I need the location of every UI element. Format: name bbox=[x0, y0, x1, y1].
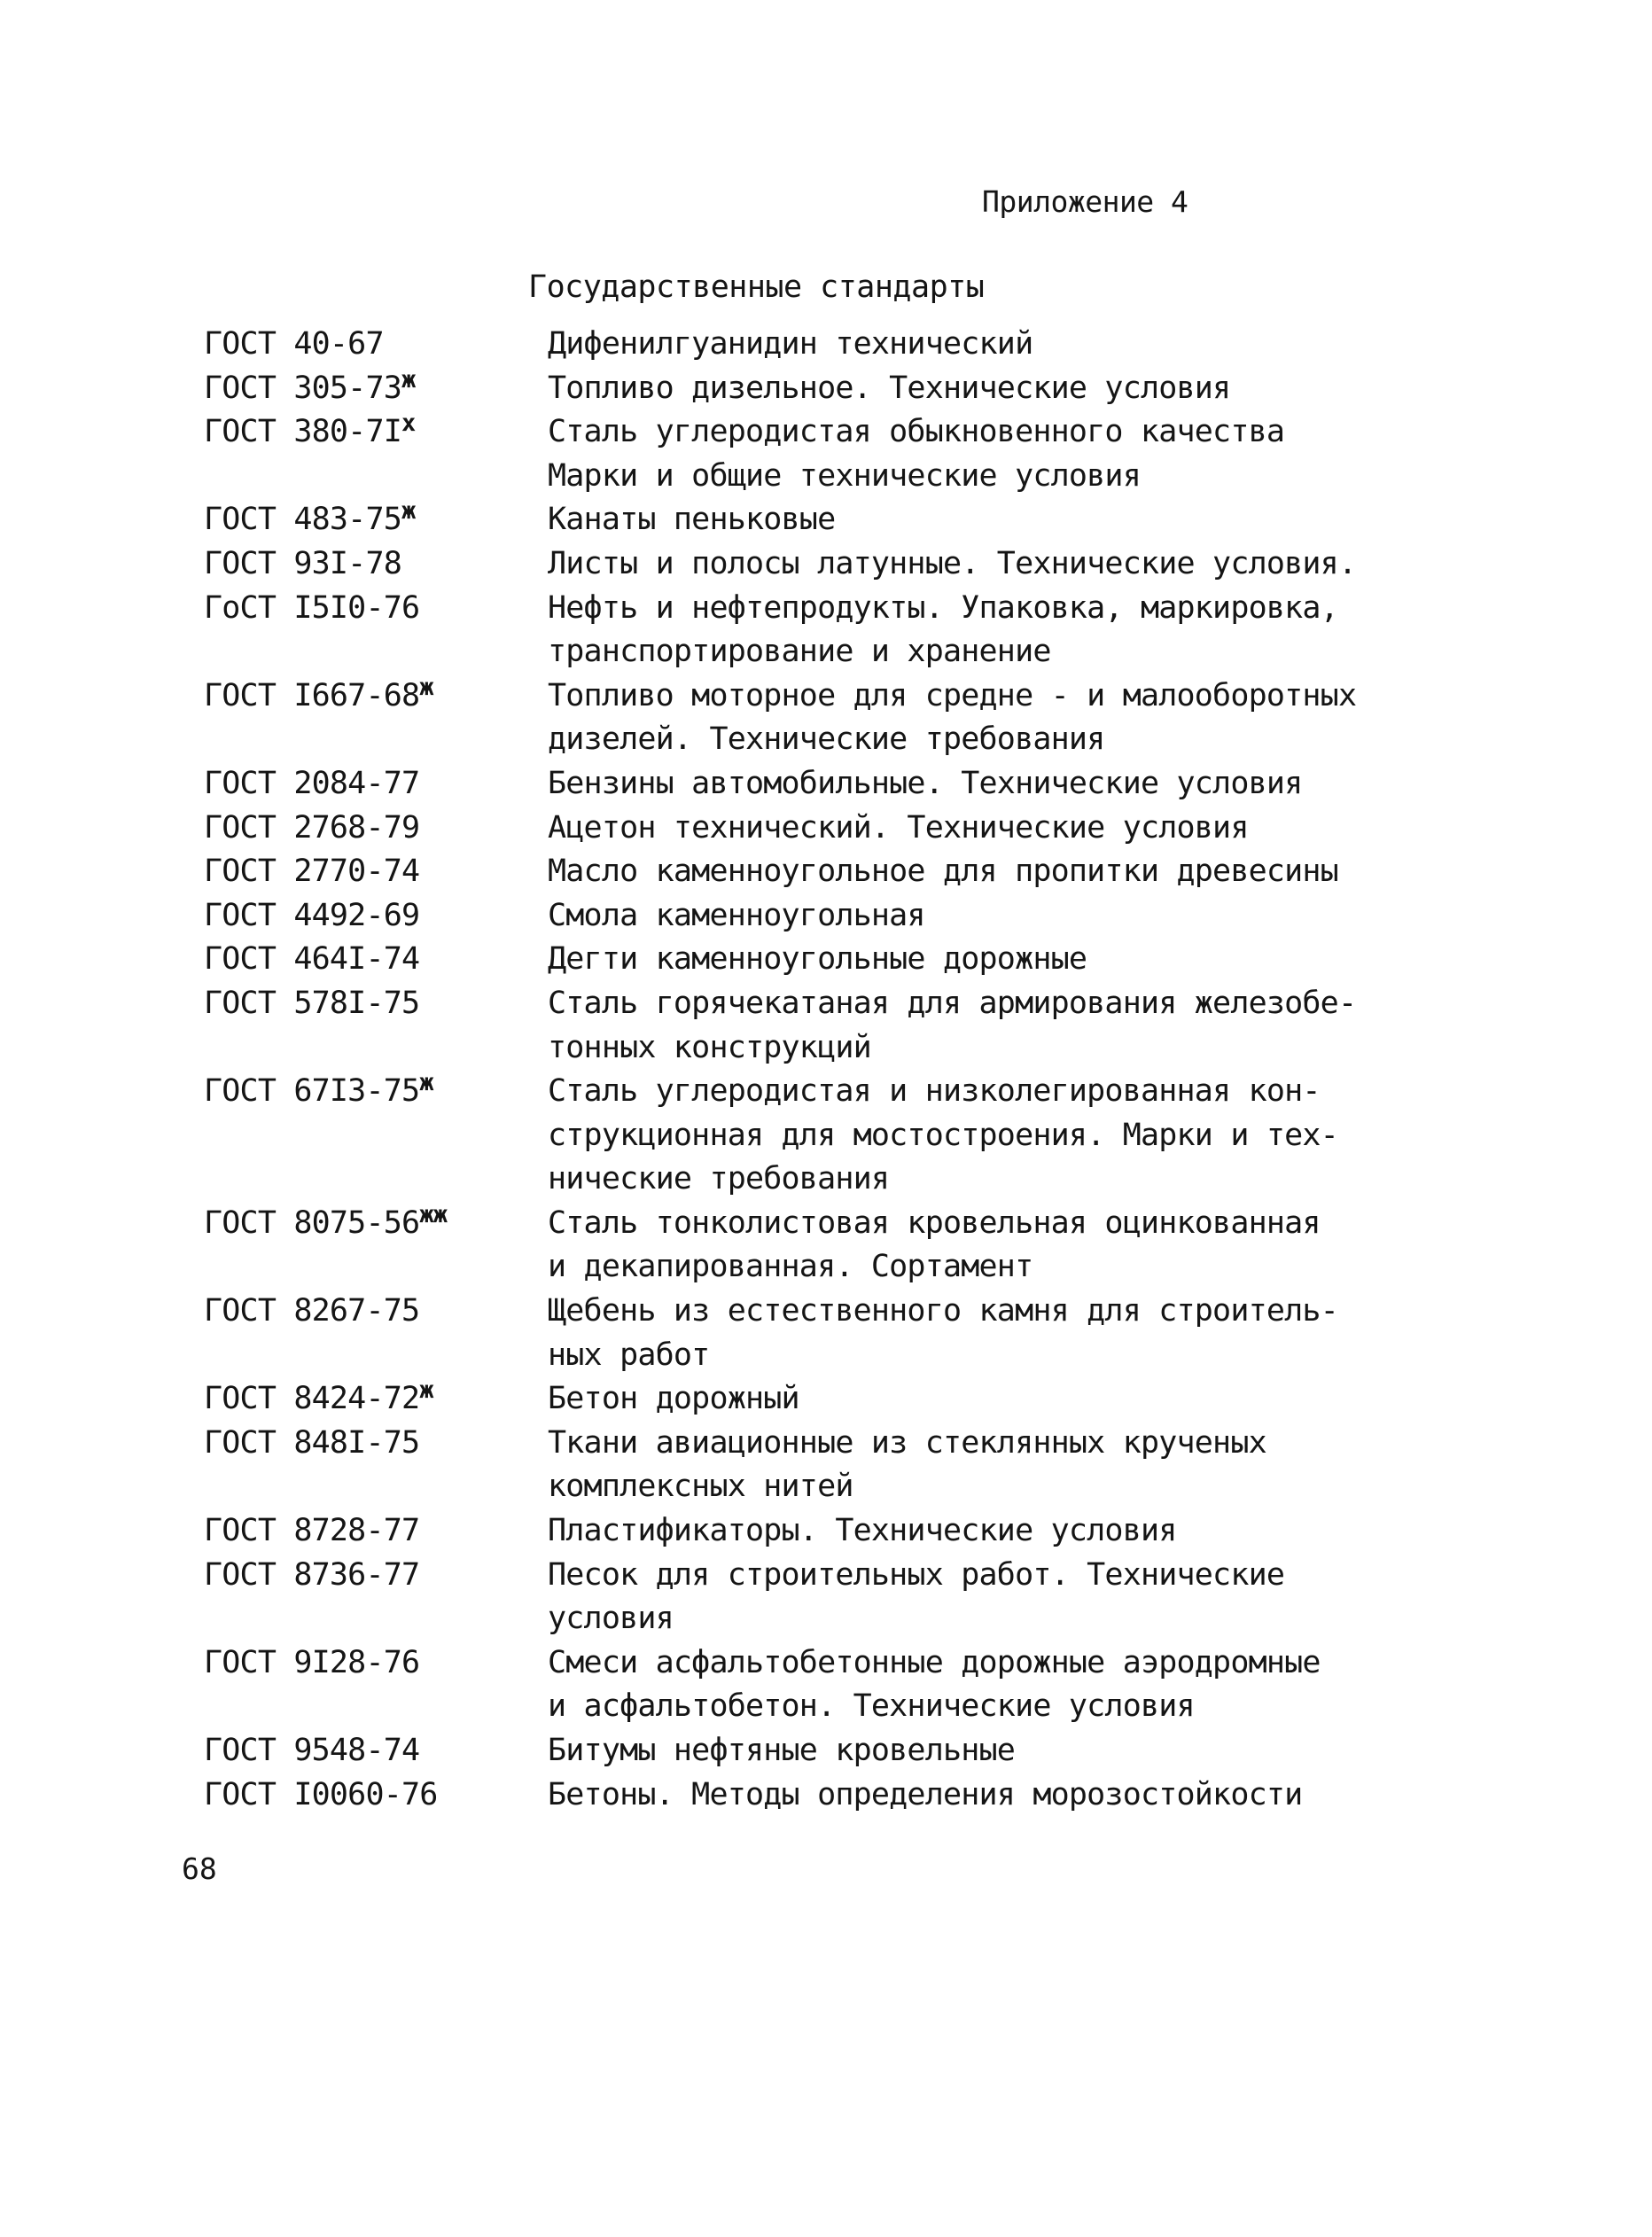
standard-title bbox=[548, 410, 1462, 498]
standard-row bbox=[204, 498, 1462, 542]
standard-row bbox=[204, 807, 1462, 851]
standard-row bbox=[204, 762, 1462, 807]
standard-code: ГОСТ 2770-74 bbox=[204, 853, 420, 890]
amendment-mark: х bbox=[401, 409, 416, 438]
amendment-mark: ж bbox=[401, 497, 416, 526]
standard-code-cell bbox=[204, 498, 548, 542]
standard-title bbox=[548, 587, 1462, 674]
standard-code: ГОСТ 380-7I bbox=[204, 414, 401, 450]
amendment-mark: ж bbox=[419, 1376, 433, 1405]
standard-code-cell bbox=[204, 1729, 548, 1773]
appendix-label: Приложение 4 bbox=[982, 184, 1188, 219]
standard-title-line: Битумы нефтяные кровельные bbox=[548, 1733, 1016, 1768]
standard-code: ГОСТ 67I3-75 bbox=[204, 1073, 420, 1110]
standard-code: ГОСТ 8267-75 bbox=[204, 1293, 420, 1329]
standard-title bbox=[548, 323, 1462, 367]
standard-title bbox=[548, 938, 1462, 982]
standard-row bbox=[204, 1070, 1462, 1202]
standard-row bbox=[204, 1422, 1462, 1509]
standard-code-cell bbox=[204, 1773, 548, 1818]
standard-title-line: Бензины автомобильные. Технические условия bbox=[548, 765, 1303, 801]
standard-code: ГОСТ 8736-77 bbox=[204, 1556, 420, 1593]
standard-title-line: нические требования bbox=[548, 1161, 890, 1197]
standard-code-cell bbox=[204, 1290, 548, 1334]
standard-code-cell bbox=[204, 1202, 548, 1246]
standard-title bbox=[548, 762, 1462, 807]
standard-code-cell bbox=[204, 587, 548, 631]
standard-code-cell bbox=[204, 1641, 548, 1686]
standard-code: ГОСТ 4492-69 bbox=[204, 897, 420, 933]
standard-row bbox=[204, 1729, 1462, 1773]
standard-title-line: Сталь углеродистая и низколегированная кон- bbox=[548, 1073, 1321, 1110]
standard-title-line: условия bbox=[548, 1601, 674, 1637]
standard-title bbox=[548, 542, 1462, 587]
standard-code: ГОСТ 9I28-76 bbox=[204, 1644, 420, 1680]
standard-title-line: Пластификаторы. Технические условия bbox=[548, 1513, 1177, 1549]
standard-row bbox=[204, 1554, 1462, 1641]
standard-code-cell bbox=[204, 367, 548, 411]
standard-title-line: Топливо дизельное. Технические условия bbox=[548, 370, 1231, 406]
standard-title bbox=[548, 498, 1462, 542]
standard-title-line: и асфальтобетон. Технические условия bbox=[548, 1688, 1195, 1725]
standard-row bbox=[204, 850, 1462, 894]
standard-code-cell bbox=[204, 762, 548, 807]
standard-code: ГоСТ I5I0-76 bbox=[204, 589, 420, 626]
standard-title-line: Ткани авиационные из стеклянных крученых bbox=[548, 1424, 1266, 1461]
standard-code: ГОСТ 578I-75 bbox=[204, 985, 420, 1021]
standard-code: ГОСТ 9548-74 bbox=[204, 1733, 420, 1768]
standard-title bbox=[548, 1290, 1462, 1377]
standard-title bbox=[548, 850, 1462, 894]
standard-code: ГОСТ 8075-56 bbox=[204, 1204, 420, 1241]
standard-title bbox=[548, 367, 1462, 411]
standard-title-line: Масло каменноугольное для пропитки древесины bbox=[548, 853, 1338, 890]
standard-title-line: и декапированная. Сортамент bbox=[548, 1249, 1033, 1285]
standard-title bbox=[548, 1070, 1462, 1202]
standard-title-line: Ацетон технический. Технические условия bbox=[548, 809, 1249, 846]
standard-code-cell bbox=[204, 850, 548, 894]
standard-code: ГОСТ 848I-75 bbox=[204, 1424, 420, 1461]
standard-title bbox=[548, 1377, 1462, 1422]
standard-title bbox=[548, 1641, 1462, 1729]
standard-title-line: Смеси асфальтобетонные дорожные аэродромные bbox=[548, 1644, 1321, 1680]
standard-title bbox=[548, 1202, 1462, 1290]
standard-code-cell bbox=[204, 982, 548, 1026]
amendment-mark: ж bbox=[419, 1069, 433, 1097]
standard-title-line: Марки и общие технические условия bbox=[548, 457, 1141, 494]
standard-title-line: Дифенилгуанидин технический bbox=[548, 326, 1033, 362]
standard-title-line: Бетоны. Методы определения морозостойкости bbox=[548, 1776, 1303, 1812]
standard-title-line: Нефть и нефтепродукты. Упаковка, маркировка, bbox=[548, 589, 1338, 626]
standard-code-cell bbox=[204, 1377, 548, 1422]
standard-code-cell bbox=[204, 807, 548, 851]
standard-row bbox=[204, 367, 1462, 411]
standard-title-line: Смола каменноугольная bbox=[548, 897, 925, 933]
standard-title-line: ных работ bbox=[548, 1337, 710, 1373]
standard-code-cell bbox=[204, 1554, 548, 1598]
standard-row bbox=[204, 1290, 1462, 1377]
standard-code: ГОСТ 93I-78 bbox=[204, 545, 401, 581]
standard-row bbox=[204, 587, 1462, 674]
standard-title-line: струкционная для мостостроения. Марки и тех- bbox=[548, 1117, 1338, 1153]
standard-title-line: Бетон дорожный bbox=[548, 1381, 799, 1417]
amendment-mark: жж bbox=[419, 1200, 448, 1228]
standard-row bbox=[204, 410, 1462, 498]
standard-row bbox=[204, 938, 1462, 982]
standard-title bbox=[548, 674, 1462, 762]
standard-code: ГОСТ I0060-76 bbox=[204, 1776, 438, 1812]
standard-title-line: комплексных нитей bbox=[548, 1469, 853, 1505]
standard-title bbox=[548, 982, 1462, 1070]
standard-code: ГОСТ I667-68 bbox=[204, 677, 420, 713]
standard-row bbox=[204, 323, 1462, 367]
standard-code-cell bbox=[204, 1509, 548, 1554]
standard-code: ГОСТ 2768-79 bbox=[204, 809, 420, 846]
standard-title-line: Песок для строительных работ. Технические bbox=[548, 1556, 1285, 1593]
standard-code-cell bbox=[204, 1070, 548, 1114]
standard-title-line: Дегти каменноугольные дорожные bbox=[548, 941, 1087, 978]
standard-row bbox=[204, 982, 1462, 1070]
standard-title-line: Листы и полосы латунные. Технические условия. bbox=[548, 545, 1357, 581]
standard-title bbox=[548, 1554, 1462, 1641]
standard-code: ГОСТ 464I-74 bbox=[204, 941, 420, 978]
standard-code: ГОСТ 305-73 bbox=[204, 370, 401, 406]
standard-row bbox=[204, 674, 1462, 762]
standard-title-line: транспортирование и хранение bbox=[548, 634, 1051, 670]
standard-row bbox=[204, 542, 1462, 587]
page-number: 68 bbox=[182, 1851, 217, 1886]
standard-title-line: Канаты пеньковые bbox=[548, 502, 836, 538]
amendment-mark: ж bbox=[401, 365, 416, 394]
standard-title-line: Щебень из естественного камня для строитель- bbox=[548, 1293, 1338, 1329]
standard-code-cell bbox=[204, 542, 548, 587]
standard-title bbox=[548, 1509, 1462, 1554]
standard-title-line: Сталь тонколистовая кровельная оцинкованная bbox=[548, 1204, 1321, 1241]
standard-title-line: Сталь углеродистая обыкновенного качества bbox=[548, 414, 1285, 450]
standard-code-cell bbox=[204, 894, 548, 939]
standard-code: ГОСТ 8728-77 bbox=[204, 1513, 420, 1549]
standard-row bbox=[204, 1202, 1462, 1290]
standard-code-cell bbox=[204, 674, 548, 719]
standard-row bbox=[204, 1641, 1462, 1729]
standard-title-line: дизелей. Технические требования bbox=[548, 721, 1105, 758]
section-title: Государственные стандарты bbox=[528, 269, 985, 305]
standard-code-cell bbox=[204, 1422, 548, 1466]
standard-title-line: тонных конструкций bbox=[548, 1029, 871, 1065]
standard-code-cell bbox=[204, 410, 548, 455]
standard-code: ГОСТ 483-75 bbox=[204, 502, 401, 538]
standard-title bbox=[548, 1729, 1462, 1773]
standard-title-line: Сталь горячекатаная для армирования железобе- bbox=[548, 985, 1357, 1021]
standard-code: ГОСТ 8424-72 bbox=[204, 1381, 420, 1417]
standard-code-cell bbox=[204, 938, 548, 982]
standard-code-cell bbox=[204, 323, 548, 367]
standard-title bbox=[548, 1422, 1462, 1509]
standard-row bbox=[204, 1509, 1462, 1554]
standard-row bbox=[204, 894, 1462, 939]
standards-list bbox=[204, 323, 1462, 1817]
standard-title bbox=[548, 894, 1462, 939]
standard-code: ГОСТ 2084-77 bbox=[204, 765, 420, 801]
standard-title bbox=[548, 807, 1462, 851]
standard-title-line: Топливо моторное для средне - и малооборотных bbox=[548, 677, 1357, 713]
standard-code: ГОСТ 40-67 bbox=[204, 326, 384, 362]
standard-row bbox=[204, 1773, 1462, 1818]
standard-title bbox=[548, 1773, 1462, 1818]
amendment-mark: ж bbox=[419, 673, 433, 701]
standard-row bbox=[204, 1377, 1462, 1422]
